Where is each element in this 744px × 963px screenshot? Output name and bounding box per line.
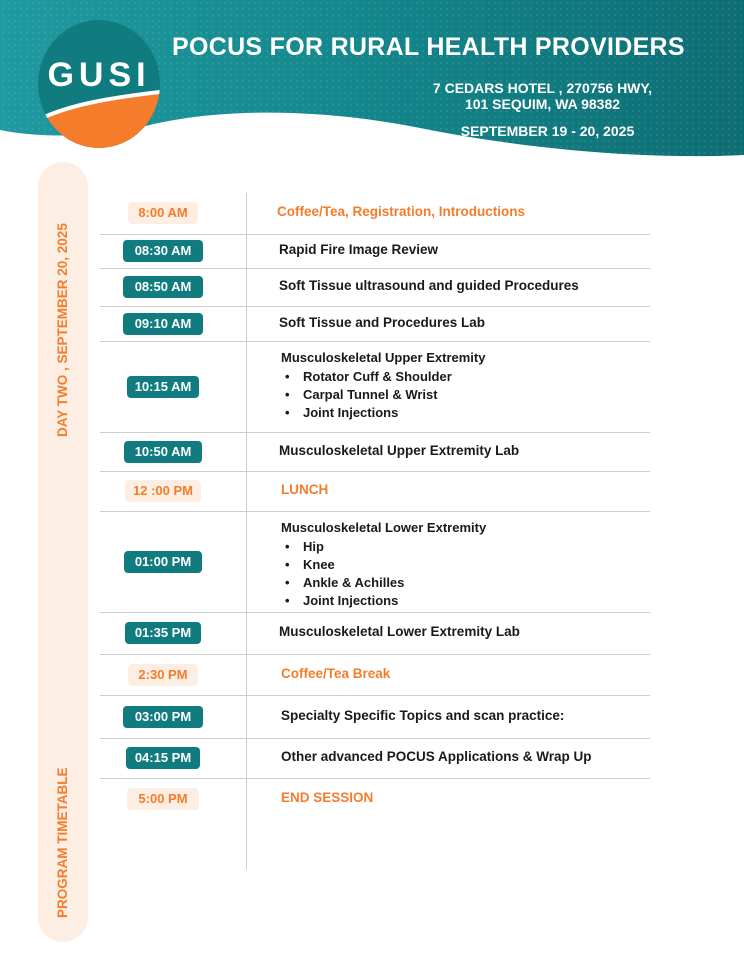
day-label: DAY TWO , SEPTEMBER 20, 2025 <box>55 223 70 437</box>
schedule-row <box>100 778 650 820</box>
schedule-row <box>100 234 650 268</box>
logo-text: GUSI <box>47 56 151 94</box>
schedule-row <box>100 341 650 432</box>
bullet-item <box>285 368 452 386</box>
page-title: POCUS FOR RURAL HEALTH PROVIDERS <box>172 33 685 61</box>
time-badge: 5:00 PM <box>127 788 199 810</box>
time-badge: 08:30 AM <box>123 240 203 262</box>
time-badge: 03:00 PM <box>123 706 203 728</box>
activity-title: Coffee/Tea, Registration, Introductions <box>277 204 526 219</box>
activity-title: Specialty Specific Topics and scan practice: <box>281 707 565 723</box>
event-dates: SEPTEMBER 19 - 20, 2025 <box>460 123 635 139</box>
schedule-row <box>100 268 650 306</box>
schedule-row <box>100 612 650 654</box>
bullet-text: Ankle & Achilles <box>303 575 405 590</box>
bullet-item <box>285 556 404 574</box>
bullet-item <box>285 386 452 404</box>
bullet-text: Joint Injections <box>303 405 399 420</box>
bullet-icon: • <box>285 405 290 420</box>
activity-title: Musculoskeletal Lower Extremity <box>281 520 487 535</box>
activity-title: Musculoskeletal Upper Extremity Lab <box>279 442 520 458</box>
bullet-text: Knee <box>303 557 335 572</box>
bullet-icon: • <box>285 539 290 554</box>
time-badge: 09:10 AM <box>123 313 203 335</box>
activity-title: Rapid Fire Image Review <box>279 242 439 257</box>
schedule-row <box>100 471 650 511</box>
bullet-text: Joint Injections <box>303 593 399 608</box>
activity-bullets <box>285 368 452 422</box>
program-timetable-label: PROGRAM TIMETABLE <box>55 767 70 918</box>
schedule-row <box>100 511 650 612</box>
bullet-text: Hip <box>303 539 324 554</box>
time-badge: 01:00 PM <box>124 551 202 573</box>
time-badge: 10:15 AM <box>127 376 199 398</box>
time-badge: 04:15 PM <box>126 747 200 769</box>
bullet-text: Carpal Tunnel & Wrist <box>303 387 438 402</box>
activity-title: Musculoskeletal Lower Extremity Lab <box>279 624 520 639</box>
time-badge: 01:35 PM <box>125 622 201 644</box>
activity-title: Coffee/Tea Break <box>281 665 391 681</box>
time-badge: 10:50 AM <box>124 441 202 463</box>
bullet-item <box>285 592 404 610</box>
time-badge: 08:50 AM <box>123 276 203 298</box>
bullet-icon: • <box>285 387 290 402</box>
bullet-icon: • <box>285 593 290 608</box>
bullet-item <box>285 404 452 422</box>
bullet-text: Rotator Cuff & Shoulder <box>303 369 452 384</box>
venue-address <box>400 80 685 112</box>
activity-title: Musculoskeletal Upper Extremity <box>281 350 486 365</box>
bullet-icon: • <box>285 557 290 572</box>
bullet-icon: • <box>285 369 290 384</box>
address-line-1: 7 CEDARS HOTEL , 270756 HWY, <box>432 80 653 96</box>
bullet-item <box>285 574 404 592</box>
schedule-row <box>100 306 650 341</box>
schedule-row <box>100 654 650 695</box>
activity-title: END SESSION <box>281 790 374 805</box>
time-badge: 8:00 AM <box>128 202 198 224</box>
activity-title: LUNCH <box>281 482 329 497</box>
bullet-item <box>285 538 404 556</box>
schedule-row <box>100 432 650 471</box>
time-badge: 12 :00 PM <box>125 480 201 502</box>
activity-title: Soft Tissue ultrasound and guided Procedures <box>279 278 579 293</box>
address-line-2: 101 SEQUIM, WA 98382 <box>464 96 621 112</box>
activity-bullets <box>285 538 404 610</box>
activity-title: Other advanced POCUS Applications & Wrap Up <box>281 749 592 764</box>
time-badge: 2:30 PM <box>128 664 198 686</box>
schedule-row <box>100 192 650 234</box>
schedule-row <box>100 695 650 738</box>
activity-title: Soft Tissue and Procedures Lab <box>279 314 486 330</box>
schedule-row <box>100 738 650 778</box>
bullet-icon: • <box>285 575 290 590</box>
